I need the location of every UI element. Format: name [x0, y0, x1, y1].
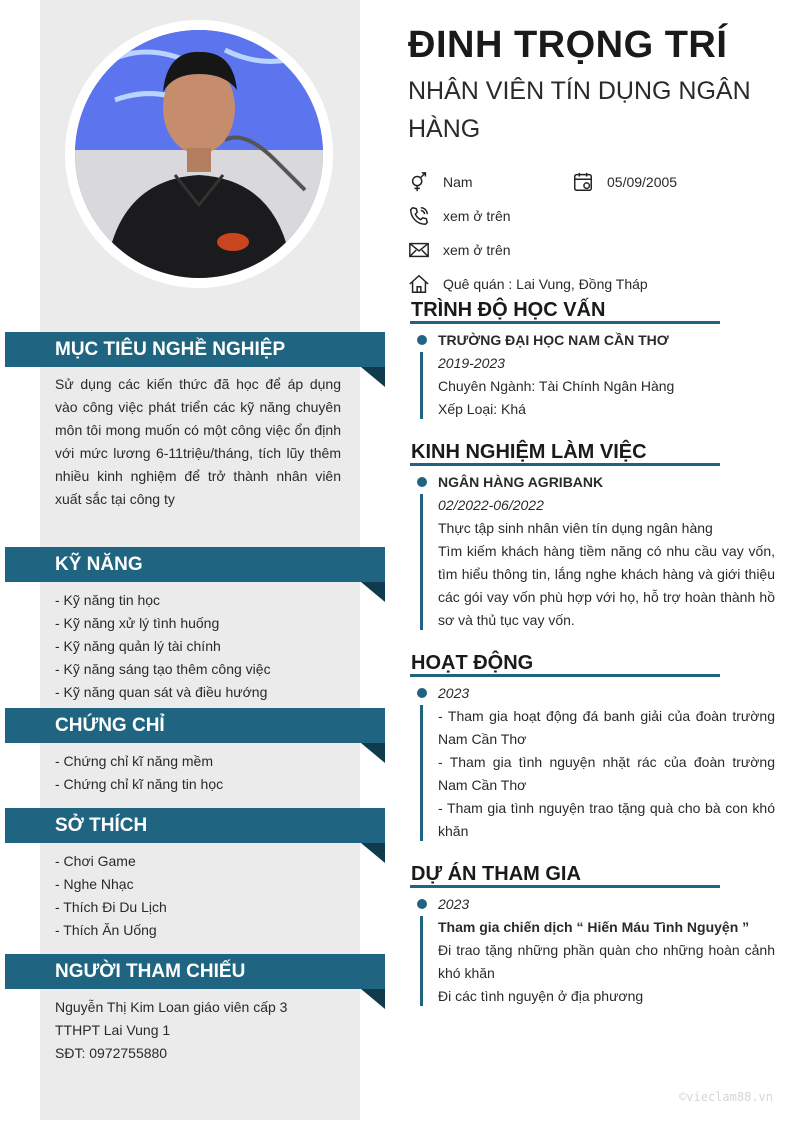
list-item: - Kỹ năng quản lý tài chính — [55, 638, 221, 654]
experience-entry — [410, 471, 775, 632]
list-item: SĐT: 0972755880 — [55, 1045, 168, 1061]
timeline-line — [420, 916, 423, 1006]
hometown-row — [408, 273, 648, 295]
list-item: Đi các tình nguyện ở địa phương — [438, 988, 644, 1004]
avatar-photo — [75, 30, 323, 278]
objective-section — [5, 332, 385, 511]
hobbies-section — [5, 808, 385, 942]
activities-entry — [410, 682, 775, 843]
list-item: - Kỹ năng xử lý tình huống — [55, 615, 220, 631]
list-item: TTHPT Lai Vung 1 — [55, 1022, 171, 1038]
references-title: NGƯỜI THAM CHIẾU — [55, 961, 246, 982]
birthday-row — [572, 171, 677, 193]
projects-entry — [410, 893, 775, 1008]
gender-icon — [408, 171, 430, 193]
timeline-dot — [417, 477, 427, 487]
references-header — [5, 954, 385, 989]
timeline-line — [420, 352, 423, 419]
list-item: Đi trao tặng những phần quàn cho những hoàn cảnh khó khăn — [438, 942, 775, 981]
job-title: NHÂN VIÊN TÍN DỤNG NGÂN HÀNG — [408, 77, 751, 143]
list-item: - Chứng chỉ kĩ năng tin học — [55, 776, 224, 792]
experience-title: KINH NGHIỆM LÀM VIỆC — [410, 438, 720, 466]
education-section — [410, 296, 775, 421]
phone-icon — [408, 205, 430, 227]
list-item: - Thích Ăn Uống — [55, 922, 157, 938]
timeline-line — [420, 494, 423, 630]
header-fold — [361, 843, 385, 863]
phone-value: xem ở trên — [443, 208, 511, 224]
timeline-dot — [417, 335, 427, 345]
references-list — [5, 989, 385, 1065]
activities-section — [410, 649, 775, 843]
list-item: - Tham gia tình nguyện trao tặng quà cho bà con khó khăn — [438, 800, 775, 839]
list-item: - Kỹ năng quan sát và điều hướng — [55, 684, 268, 700]
education-period: 2019-2023 — [438, 355, 505, 371]
hometown-value: Quê quán : Lai Vung, Đồng Tháp — [443, 276, 648, 292]
projects-title: DỰ ÁN THAM GIA — [410, 860, 720, 888]
list-item: - Tham gia hoạt động đá banh giải của đoàn trường Nam Cần Thơ — [438, 708, 775, 747]
experience-role: Thực tập sinh nhân viên tín dụng ngân hàng — [438, 520, 713, 536]
list-item: - Chứng chỉ kĩ năng mềm — [55, 753, 213, 769]
skills-header — [5, 547, 385, 582]
skills-section — [5, 547, 385, 704]
activities-title: HOẠT ĐỘNG — [410, 649, 720, 677]
gender-value: Nam — [443, 174, 473, 190]
skills-title: KỸ NĂNG — [55, 554, 143, 575]
email-icon — [408, 239, 430, 261]
projects-year: 2023 — [438, 896, 470, 912]
list-item: - Tham gia tình nguyện nhặt rác của đoàn trường Nam Cần Thơ — [438, 754, 775, 793]
header-fold — [361, 582, 385, 602]
email-row — [408, 239, 511, 261]
header-fold — [361, 367, 385, 387]
project-name: Tham gia chiến dịch “ Hiến Máu Tình Nguyện ” — [438, 919, 750, 935]
header-fold — [361, 743, 385, 763]
list-item: - Chơi Game — [55, 853, 136, 869]
objective-body — [5, 367, 385, 511]
list-item: - Kỹ năng tin học — [55, 592, 161, 608]
objective-text: Sử dụng các kiến thức đã học để áp dụng vào công việc phát triển các kỹ năng chuyên môn tôi mong muốn có một công việc ổn định với mức lương 6-11triệu/tháng, tích lũy thêm nhiều kinh nghiệm để trở thành nhân viên xuất sắc tại công ty — [55, 376, 341, 507]
certificates-header — [5, 708, 385, 743]
home-icon — [408, 273, 430, 295]
timeline-dot — [417, 899, 427, 909]
hobbies-list — [5, 843, 385, 942]
list-item: - Kỹ năng sáng tạo thêm công việc — [55, 661, 271, 677]
timeline-dot — [417, 688, 427, 698]
company-name: NGÂN HÀNG AGRIBANK — [438, 474, 604, 490]
education-major: Chuyên Ngành: Tài Chính Ngân Hàng — [438, 378, 675, 394]
certificates-list — [5, 743, 385, 796]
references-section — [5, 954, 385, 1065]
experience-section — [410, 438, 775, 632]
certificates-title: CHỨNG CHỈ — [55, 715, 165, 736]
list-item: - Nghe Nhạc — [55, 876, 134, 892]
phone-row — [408, 205, 511, 227]
experience-description: Tìm kiếm khách hàng tiềm năng có nhu cầu vay vốn, tìm hiểu thông tin, lắng nghe khách hàng và giới thiệu các gói vay vốn phù hợp với họ, hỗ trợ hoàn thành hồ sơ và thủ tục vay vốn. — [438, 543, 775, 628]
certificates-section — [5, 708, 385, 796]
header-fold — [361, 989, 385, 1009]
timeline-line — [420, 705, 423, 841]
candidate-name: ĐINH TRỌNG TRÍ — [408, 24, 728, 66]
watermark: ©vieclam88.vn — [679, 1090, 773, 1104]
hobbies-header — [5, 808, 385, 843]
calendar-icon — [572, 171, 594, 193]
list-item: - Thích Đi Du Lịch — [55, 899, 167, 915]
objective-title: MỤC TIÊU NGHỀ NGHIỆP — [55, 339, 286, 360]
email-value: xem ở trên — [443, 242, 511, 258]
projects-section — [410, 860, 775, 1008]
education-title: TRÌNH ĐỘ HỌC VẤN — [410, 296, 720, 324]
objective-header — [5, 332, 385, 367]
activities-year: 2023 — [438, 685, 470, 701]
gender-row — [408, 171, 473, 193]
list-item: Nguyễn Thị Kim Loan giáo viên cấp 3 — [55, 999, 288, 1015]
education-entry — [410, 329, 775, 421]
hobbies-title: SỞ THÍCH — [55, 815, 148, 836]
skills-list — [5, 582, 385, 704]
school-name: TRƯỜNG ĐẠI HỌC NAM CẦN THƠ — [438, 332, 669, 348]
education-grade: Xếp Loại: Khá — [438, 401, 526, 417]
avatar — [75, 30, 323, 278]
birthday-value: 05/09/2005 — [607, 174, 678, 190]
experience-period: 02/2022-06/2022 — [438, 497, 544, 513]
